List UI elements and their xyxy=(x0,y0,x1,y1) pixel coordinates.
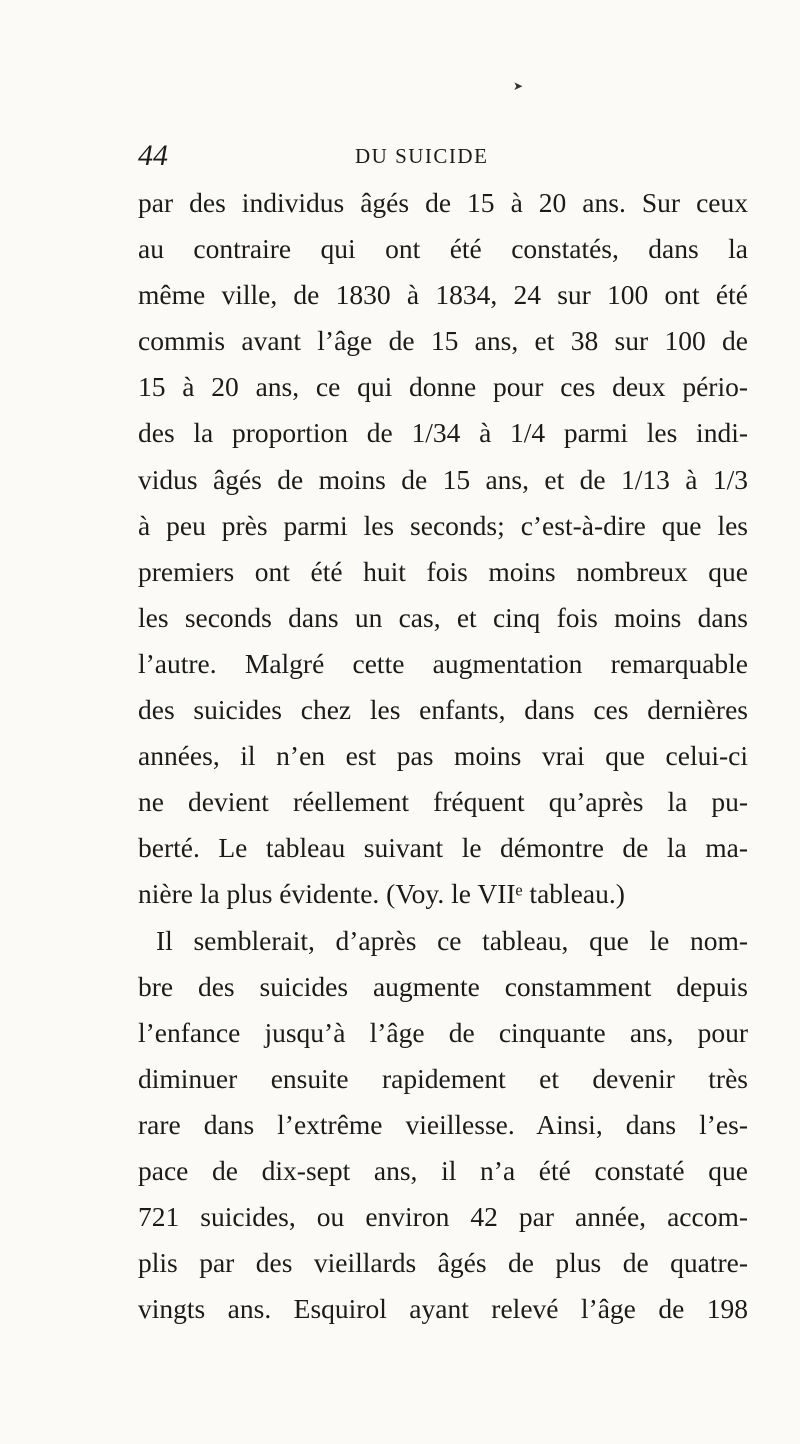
text-line-11: l’autre. Malgré cette augmentation remarquable xyxy=(138,647,748,679)
text-line-22: pace de dix-sept ans, il n’a été constaté que xyxy=(138,1154,748,1186)
text-line-6: des la proportion de 1/34 à 1/4 parmi les indi- xyxy=(138,417,748,449)
page-number: 44 xyxy=(138,139,168,172)
text-line-3: même ville, de 1830 à 1834, 24 sur 100 ont été xyxy=(138,279,748,311)
text-line-25: vingts ans. Esquirol ayant relevé l’âge de 198 xyxy=(138,1293,748,1325)
text-line-9: premiers ont été huit fois moins nombreux que xyxy=(138,555,748,587)
text-line-4: commis avant l’âge de 15 ans, et 38 sur 100 de xyxy=(138,325,748,357)
text-line-8: à peu près parmi les seconds; c’est-à-dire que les xyxy=(138,509,748,541)
running-head: DU SUICIDE xyxy=(355,144,489,168)
text-line-10: les seconds dans un cas, et cinq fois moins dans xyxy=(138,601,748,633)
text-line-16: nière la plus évidente. (Voy. le VIIᵉ tableau.) xyxy=(138,878,625,910)
text-line-19: l’enfance jusqu’à l’âge de cinquante ans, pour xyxy=(138,1016,748,1048)
text-line-1: par des individus âgés de 15 à 20 ans. Sur ceux xyxy=(138,187,748,218)
text-line-24: plis par des vieillards âgés de plus de quatre- xyxy=(138,1247,748,1279)
text-line-14: ne devient réellement fréquent qu’après la pu- xyxy=(138,786,748,818)
text-line-21: rare dans l’extrême vieillesse. Ainsi, dans l’es- xyxy=(138,1108,748,1140)
text-line-2: au contraire qui ont été constatés, dans la xyxy=(138,233,748,265)
body-text xyxy=(138,180,748,1332)
text-line-7: vidus âgés de moins de 15 ans, et de 1/13 à 1/3 xyxy=(138,463,748,495)
top-arrow-mark: ➤ xyxy=(513,79,524,93)
text-line-17: Il semblerait, d’après ce tableau, que le nom- xyxy=(156,924,748,956)
text-line-18: bre des suicides augmente constamment depuis xyxy=(138,970,748,1002)
text-line-5: 15 à 20 ans, ce qui donne pour ces deux pério- xyxy=(138,371,748,403)
text-line-12: des suicides chez les enfants, dans ces dernières xyxy=(138,694,748,726)
text-line-23: 721 suicides, ou environ 42 par année, accom- xyxy=(138,1201,748,1233)
text-line-15: berté. Le tableau suivant le démontre de la ma- xyxy=(138,832,748,864)
page-header xyxy=(138,136,738,176)
text-line-13: années, il n’en est pas moins vrai que celui-ci xyxy=(138,740,748,772)
text-line-20: diminuer ensuite rapidement et devenir très xyxy=(138,1062,748,1094)
